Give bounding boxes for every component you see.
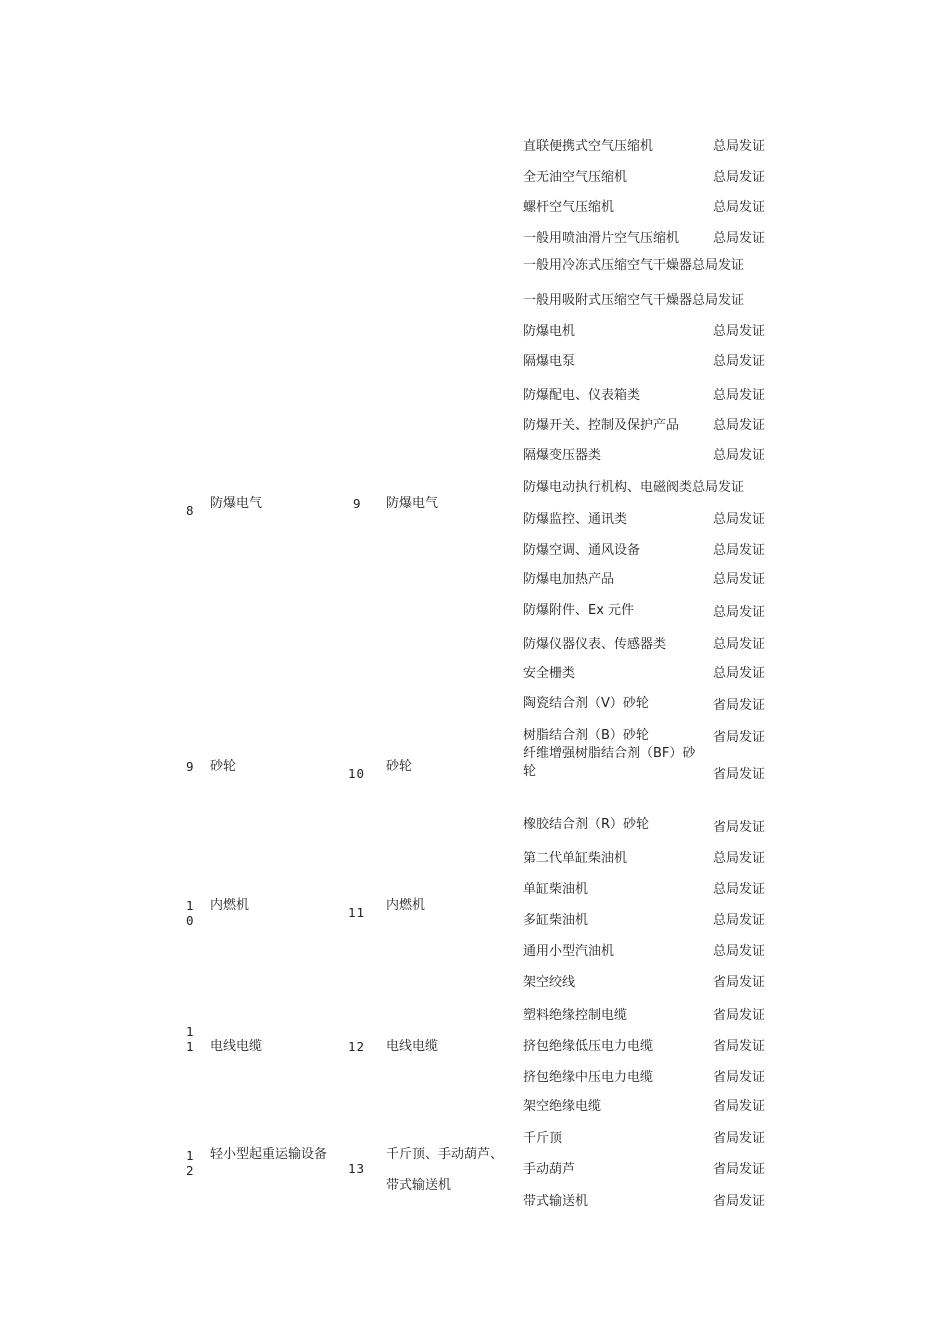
subgroup-name: 防爆电气 — [386, 496, 439, 511]
product-name: 防爆电机 — [523, 324, 576, 339]
product-issuer: 省局发证 — [713, 1194, 766, 1209]
product-name: 挤包绝缘中压电力电缆 — [523, 1070, 654, 1085]
product-issuer: 省局发证 — [713, 1070, 766, 1085]
product-name: 带式输送机 — [523, 1194, 589, 1209]
product-name: 一般用吸附式压缩空气干燥器总局发证 — [523, 293, 745, 308]
group-name: 电线电缆 — [210, 1039, 263, 1054]
subgroup-name-line2: 带式输送机 — [386, 1178, 452, 1193]
product-name-continued: 轮 — [523, 764, 537, 779]
product-issuer: 总局发证 — [713, 605, 766, 620]
product-issuer: 总局发证 — [713, 944, 766, 959]
subgroup-number: 10 — [348, 766, 366, 781]
product-issuer: 总局发证 — [713, 170, 766, 185]
product-issuer: 总局发证 — [713, 418, 766, 433]
group-number: 1 2 — [186, 1148, 195, 1178]
product-issuer: 总局发证 — [713, 572, 766, 587]
product-issuer: 总局发证 — [713, 543, 766, 558]
subgroup-number: 12 — [348, 1039, 366, 1054]
subgroup-number: 13 — [348, 1161, 366, 1176]
group-name: 防爆电气 — [210, 496, 263, 511]
group-number: 8 — [186, 503, 195, 518]
subgroup-name: 内燃机 — [386, 898, 426, 913]
product-name: 直联便携式空气压缩机 — [523, 139, 654, 154]
product-issuer: 总局发证 — [713, 231, 766, 246]
subgroup-name-line1: 千斤顶、手动葫芦、 — [386, 1147, 504, 1162]
product-issuer: 省局发证 — [713, 1099, 766, 1114]
product-name: 防爆仪器仪表、传感器类 — [523, 637, 667, 652]
product-issuer: 省局发证 — [713, 1131, 766, 1146]
product-name: 螺杆空气压缩机 — [523, 200, 615, 215]
product-name: 挤包绝缘低压电力电缆 — [523, 1039, 654, 1054]
product-issuer: 省局发证 — [713, 767, 766, 782]
product-name: 隔爆电泵 — [523, 354, 576, 369]
product-issuer: 总局发证 — [713, 882, 766, 897]
group-number: 9 — [186, 759, 195, 774]
group-number: 1 1 — [186, 1024, 195, 1054]
subgroup-number: 9 — [353, 496, 362, 511]
product-issuer: 总局发证 — [713, 388, 766, 403]
product-issuer: 省局发证 — [713, 975, 766, 990]
product-issuer: 省局发证 — [713, 1039, 766, 1054]
product-name: 纤维增强树脂结合剂（BF）砂 — [523, 746, 696, 761]
product-issuer: 总局发证 — [713, 913, 766, 928]
product-issuer: 总局发证 — [713, 637, 766, 652]
product-name: 隔爆变压器类 — [523, 448, 602, 463]
product-issuer: 省局发证 — [713, 730, 766, 745]
product-name: 防爆附件、Ex 元件 — [523, 603, 635, 618]
product-name: 单缸柴油机 — [523, 882, 589, 897]
product-name: 陶瓷结合剂（V）砂轮 — [523, 696, 649, 711]
product-issuer: 总局发证 — [713, 448, 766, 463]
product-issuer: 总局发证 — [713, 200, 766, 215]
group-name: 砂轮 — [210, 759, 237, 774]
product-name: 一般用喷油滑片空气压缩机 — [523, 231, 680, 246]
product-issuer: 总局发证 — [713, 139, 766, 154]
product-issuer: 总局发证 — [713, 354, 766, 369]
subgroup-number: 11 — [348, 905, 366, 920]
product-name: 架空绝缘电缆 — [523, 1099, 602, 1114]
product-name: 一般用冷冻式压缩空气干燥器总局发证 — [523, 258, 745, 273]
product-name: 千斤顶 — [523, 1131, 563, 1146]
product-name: 防爆监控、通讯类 — [523, 512, 628, 527]
subgroup-name: 电线电缆 — [386, 1039, 439, 1054]
group-number: 1 0 — [186, 898, 195, 928]
product-name: 橡胶结合剂（R）砂轮 — [523, 817, 650, 832]
product-name: 通用小型汽油机 — [523, 944, 615, 959]
product-issuer: 总局发证 — [713, 666, 766, 681]
product-name: 多缸柴油机 — [523, 913, 589, 928]
product-name: 手动葫芦 — [523, 1162, 576, 1177]
product-issuer: 总局发证 — [713, 851, 766, 866]
group-name: 轻小型起重运输设备 — [210, 1147, 328, 1162]
product-name: 全无油空气压缩机 — [523, 170, 628, 185]
product-issuer: 省局发证 — [713, 698, 766, 713]
product-name: 安全栅类 — [523, 666, 576, 681]
product-name: 第二代单缸柴油机 — [523, 851, 628, 866]
product-issuer: 总局发证 — [713, 324, 766, 339]
product-name: 防爆电动执行机构、电磁阀类总局发证 — [523, 480, 745, 495]
product-name: 防爆电加热产品 — [523, 572, 615, 587]
subgroup-name: 砂轮 — [386, 759, 413, 774]
product-issuer: 省局发证 — [713, 1008, 766, 1023]
product-issuer: 省局发证 — [713, 820, 766, 835]
product-name: 防爆空调、通风设备 — [523, 543, 641, 558]
product-issuer: 省局发证 — [713, 1162, 766, 1177]
product-issuer: 总局发证 — [713, 512, 766, 527]
group-name: 内燃机 — [210, 898, 250, 913]
product-name: 防爆开关、控制及保护产品 — [523, 418, 680, 433]
product-name: 塑料绝缘控制电缆 — [523, 1008, 628, 1023]
product-name: 树脂结合剂（B）砂轮 — [523, 728, 649, 743]
product-name: 架空绞线 — [523, 975, 576, 990]
product-name: 防爆配电、仪表箱类 — [523, 388, 641, 403]
